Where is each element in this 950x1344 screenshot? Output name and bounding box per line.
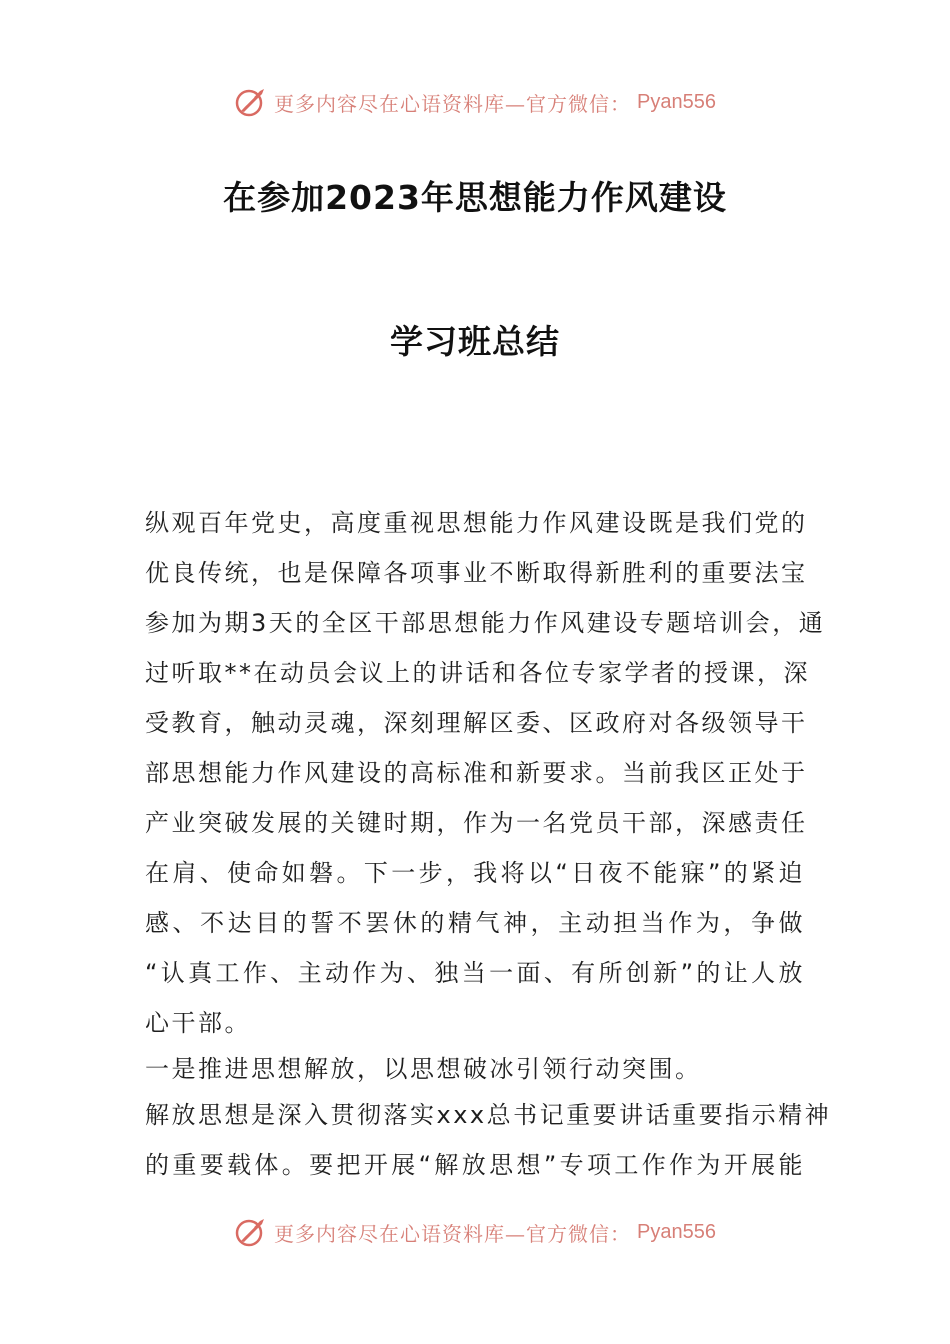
document-title-line-1: 在参加2023年思想能力作风建设	[223, 178, 727, 217]
body-line: 参加为期3天的全区干部思想能力作风建设专题培训会，通	[145, 609, 826, 637]
body-line: 产业突破发展的关键时期，作为一名党员干部，深感责任	[145, 809, 808, 837]
body-line: 的重要载体。要把开展“解放思想”专项工作作为开展能	[145, 1151, 805, 1179]
document-body	[145, 498, 832, 1190]
footer-watermark	[0, 1212, 950, 1252]
body-line: 部思想能力作风建设的高标准和新要求。当前我区正处于	[145, 759, 808, 787]
body-line: “认真工作、主动作为、独当一面、有所创新”的让人放	[145, 959, 805, 987]
body-line: 心干部。	[145, 1009, 251, 1037]
section-heading: 一是推进思想解放，以思想破冰引领行动突围。	[145, 1055, 702, 1083]
body-line: 感、不达目的誓不罢休的精气神，主动担当作为，争做	[145, 909, 805, 937]
watermark-wechat-id: Pyan556	[637, 1220, 716, 1243]
quill-logo-icon	[234, 85, 268, 119]
body-line: 解放思想是深入贯彻落实xxx总书记重要讲话重要指示精神	[145, 1101, 832, 1129]
watermark-wechat-id: Pyan556	[637, 90, 716, 113]
quill-logo-icon	[234, 1215, 268, 1249]
document-title-line-2: 学习班总结	[390, 322, 560, 361]
header-watermark	[0, 82, 950, 122]
body-line: 优良传统，也是保障各项事业不断取得新胜利的重要法宝	[145, 559, 808, 587]
watermark-text: 更多内容尽在心语资料库—官方微信：	[274, 1221, 632, 1246]
body-line: 过听取**在动员会议上的讲话和各位专家学者的授课，深	[145, 659, 810, 687]
body-line: 纵观百年党史，高度重视思想能力作风建设既是我们党的	[145, 509, 808, 537]
body-line: 在肩、使命如磐。下一步，我将以“日夜不能寐”的紧迫	[145, 859, 805, 887]
body-line: 受教育，触动灵魂，深刻理解区委、区政府对各级领导干	[145, 709, 808, 737]
watermark-text: 更多内容尽在心语资料库—官方微信：	[274, 91, 632, 116]
